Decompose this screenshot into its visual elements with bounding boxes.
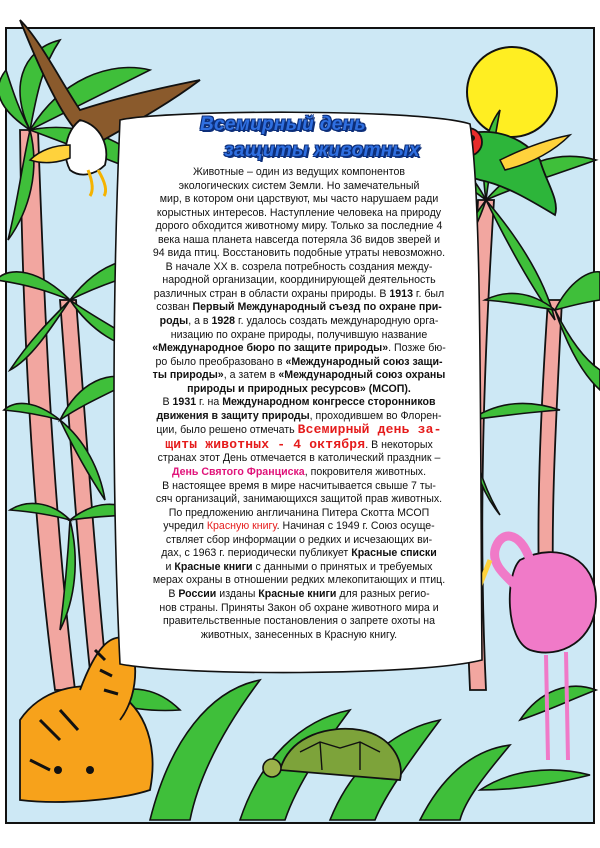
text-line: мир, в котором они царствуют, мы часто нарушаем ради xyxy=(159,193,439,206)
text-line: сяч организаций, занимающихся защитой прав животных. xyxy=(155,493,443,506)
text-line: дах, с 1963 г. периодически публикует Красные списки xyxy=(161,547,437,560)
text-line: ты природы», а затем в «Международный союз охраны xyxy=(152,369,446,382)
text-line: дорого обходится животному миру. Только за последние 4 xyxy=(155,220,443,233)
highlight-saint-francis: День Святого Франциска xyxy=(171,466,305,479)
text-line: низацию по охране природы, получившую название xyxy=(170,328,428,341)
text-line: учредил Красную книгу. Начиная с 1949 г. Союз осуще- xyxy=(163,520,435,533)
text-line: ствляет сбор информации о редких и исчезающих ви- xyxy=(165,533,433,546)
text-line: «Международное бюро по защите природы». Позже бю- xyxy=(152,342,446,355)
text-line: В начале XX в. созрела потребность создания между- xyxy=(165,260,433,273)
text-line: ро было преобразовано в «Международный союз защи- xyxy=(155,355,443,368)
text-line: В России изданы Красные книги для разных регио- xyxy=(168,587,430,600)
text-line: природы и природных ресурсов» (МСОП). xyxy=(187,382,411,395)
sun-icon xyxy=(467,47,557,137)
page-title-line2: защиты животных xyxy=(224,140,420,161)
text-line: нов страны. Приняты Закон об охране животного мира и xyxy=(159,601,439,614)
text-line: День Святого Франциска, покровителя животных. xyxy=(171,466,427,479)
page-title-line1: Всемирный день xyxy=(200,114,366,135)
text-line: века наша планета навсегда потеряла 36 видов зверей и xyxy=(157,233,441,246)
highlight-date: щиты животных - 4 октября xyxy=(165,436,366,452)
text-line: различных стран в области охраны природы. В 1913 г. был xyxy=(153,287,445,300)
text-line: и Красные книги с данными о принятых и требуемых xyxy=(165,560,433,573)
highlight-holiday: Всемирный день за- xyxy=(297,422,442,438)
text-line: В 1931 г. на Международном конгрессе сторонников xyxy=(162,396,436,409)
text-line: 94 вида птиц. Восстановить подобные утраты невозможно. xyxy=(152,247,446,260)
article-body xyxy=(126,166,472,642)
text-line: животных, занесенных в Красную книгу. xyxy=(200,628,398,641)
text-line: экологических систем Земли. Но замечательный xyxy=(178,179,420,192)
text-line: странах этот День отмечается в католический праздник – xyxy=(157,452,441,465)
text-line: корыстных интересов. Наступление человека на природу xyxy=(156,206,442,219)
text-line: народной организации, координирующей деятельность xyxy=(162,274,436,287)
text-line: роды, а в 1928 г. удалось создать международную орга- xyxy=(159,315,439,328)
text-line: В настоящее время в мире насчитывается свыше 7 ты- xyxy=(162,479,436,492)
text-line: правительственные постановления о запрете охоты на xyxy=(162,615,436,628)
text-line: мерах охраны в отношении редких млекопитающих и птиц. xyxy=(152,574,446,587)
text-line: Животные – один из ведущих компонентов xyxy=(192,166,406,178)
text-line: щиты животных - 4 октября. В некоторых xyxy=(165,436,433,452)
text-line: созван Первый Международный съезд по охране при- xyxy=(156,301,442,314)
highlight-red-book: Красную книгу xyxy=(206,520,277,533)
text-line: движения в защиту природы, проходившем во Флорен- xyxy=(156,409,442,422)
text-line: ции, было решено отмечать Всемирный день за- xyxy=(156,422,442,438)
text-line: По предложению англичанина Питера Скотта МСОП xyxy=(168,506,430,519)
